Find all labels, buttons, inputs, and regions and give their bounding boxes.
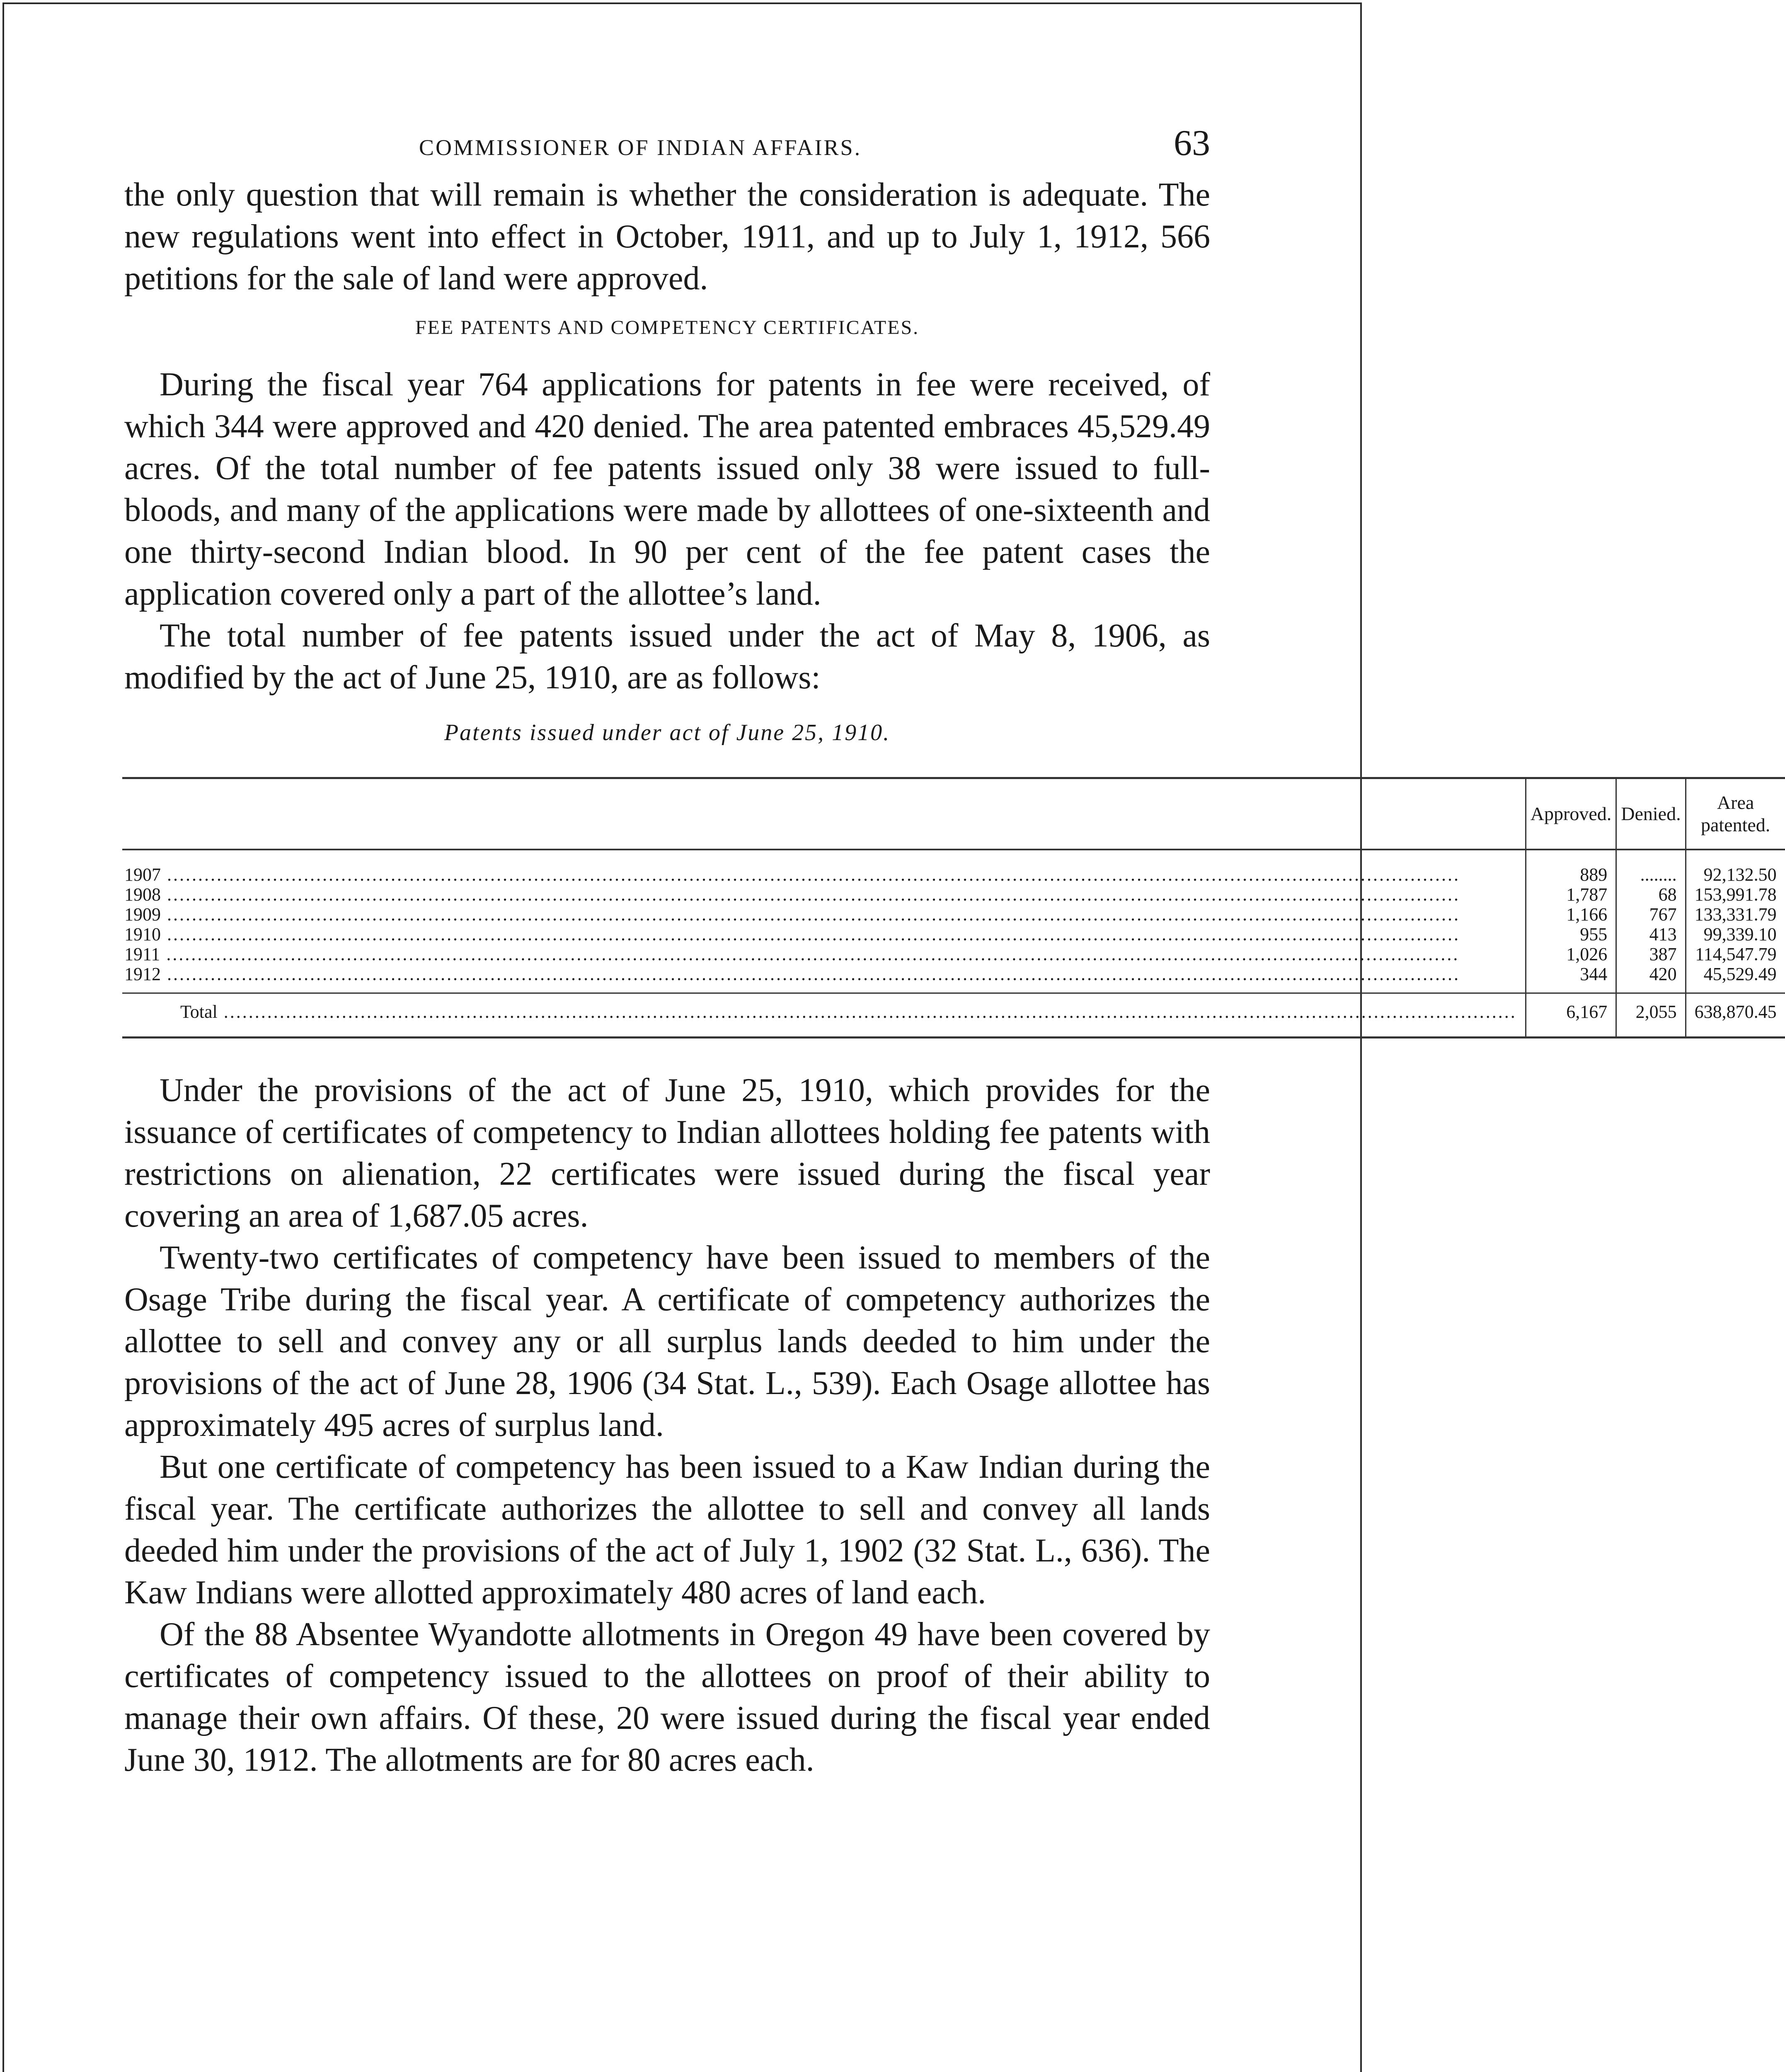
table-caption: Patents issued under act of June 25, 1910. [444,720,891,746]
table-row [122,850,1785,885]
document-page [124,120,1777,1781]
row-year: 1911 ..... [122,944,1526,964]
paragraph-wyandotte: Of the 88 Absentee Wyandotte allotments in Oregon 49 have been covered by certificates of competency issued to the allottees on proof of their ability to manage their own affairs. Of these, 20 were issued during the fiscal year ended June 30, 1912. The allotments are for 80 acres each. [124,1616,1210,1778]
row-approved: 889 [1526,850,1616,885]
row-approved: 344 [1526,964,1616,993]
row-denied: ........ [1616,850,1686,885]
paragraph-continuation: the only question that will remain is whether the consideration is adequate. The new regulations went into effect in October, 1911, and up to July 1, 1912, 566 petitions for the sale of land were approved. [124,177,1210,297]
row-area: 153,991.78 [1686,885,1785,905]
paragraph-certificates: Under the provisions of the act of June 25, 1910, which provides for the issuance of certificates of competency to Indian allottees holding fee patents with restrictions on alienation, 22 certificates were issued during the fiscal year covering an area of 1,687.05 acres. [124,1072,1210,1234]
row-area: 114,547.79 [1686,944,1785,964]
row-denied: 767 [1616,905,1686,925]
table-header-row [122,778,1785,850]
row-denied: 420 [1616,964,1686,993]
total-approved: 6,167 [1526,993,1616,1038]
table-total-row [122,993,1785,1038]
row-area: 92,132.50 [1686,850,1785,885]
total-denied: 2,055 [1616,993,1686,1038]
row-approved: 1,026 [1526,944,1616,964]
row-denied: 387 [1616,944,1686,964]
table-row [122,905,1785,925]
row-area: 45,529.49 [1686,964,1785,993]
page-number: 63 [1174,123,1210,163]
body-text [124,1070,1210,1781]
paragraph-fee-patents: During the fiscal year 764 applications for patents in fee were received, of which 344 were approved and 420 denied. The area patented embraces 45,529.49 acres. Of the total number of fee patents issued only 38 were issued to full-bloods, and many of the applications were made by allottees of one-sixteenth and one thirty-second Indian blood. In 90 per cent of the fee patent cases the application covered only a part of the allottee’s land. [124,366,1210,612]
row-approved: 955 [1526,925,1616,944]
table-row [122,885,1785,905]
col-denied: Denied. [1616,778,1686,850]
row-denied: 413 [1616,925,1686,944]
row-year: 1909 ..... [122,905,1526,925]
table-row [122,944,1785,964]
header-title: COMMISSIONER OF INDIAN AFFAIRS. [419,135,862,160]
paragraph-kaw: But one certificate of competency has been issued to a Kaw Indian during the fiscal year. The certificate authorizes the allottee to sell and convey all lands deeded him under the provisions of the act of July 1, 1902 (32 Stat. L., 636). The Kaw Indians were allotted approximately 480 acres of land each. [124,1449,1210,1611]
section-heading: FEE PATENTS AND COMPETENCY CERTIFICATES. [415,317,920,339]
paragraph-total-intro: The total number of fee patents issued under the act of May 8, 1906, as modified by the act of June 25, 1910, are as follows: [124,617,1210,696]
table-row [122,925,1785,944]
row-area: 99,339.10 [1686,925,1785,944]
col-approved: Approved. [1526,778,1616,850]
paragraph-osage: Twenty-two certificates of competency have been issued to members of the Osage Tribe during the fiscal year. A certificate of competency authorizes the allottee to sell and convey any or all surplus lands deeded to him under the provisions of the act of June 28, 1906 (34 Stat. L., 539). Each Osage allottee has approximately 495 acres of surplus land. [124,1239,1210,1443]
row-denied: 68 [1616,885,1686,905]
header-blank [122,778,1526,850]
row-year: 1908 ..... [122,885,1526,905]
row-area: 133,331.79 [1686,905,1785,925]
row-year: 1910 ..... [122,925,1526,944]
col-area: Area patented. [1686,778,1785,850]
table-row [122,964,1785,993]
row-year: 1912 ..... [122,964,1526,993]
row-year: 1907 ..... [122,850,1526,885]
row-approved: 1,787 [1526,885,1616,905]
row-approved: 1,166 [1526,905,1616,925]
total-area: 638,870.45 [1686,993,1785,1038]
patents-table [122,777,1785,1038]
running-header [124,120,1210,174]
total-label: Total ..... [122,993,1526,1038]
